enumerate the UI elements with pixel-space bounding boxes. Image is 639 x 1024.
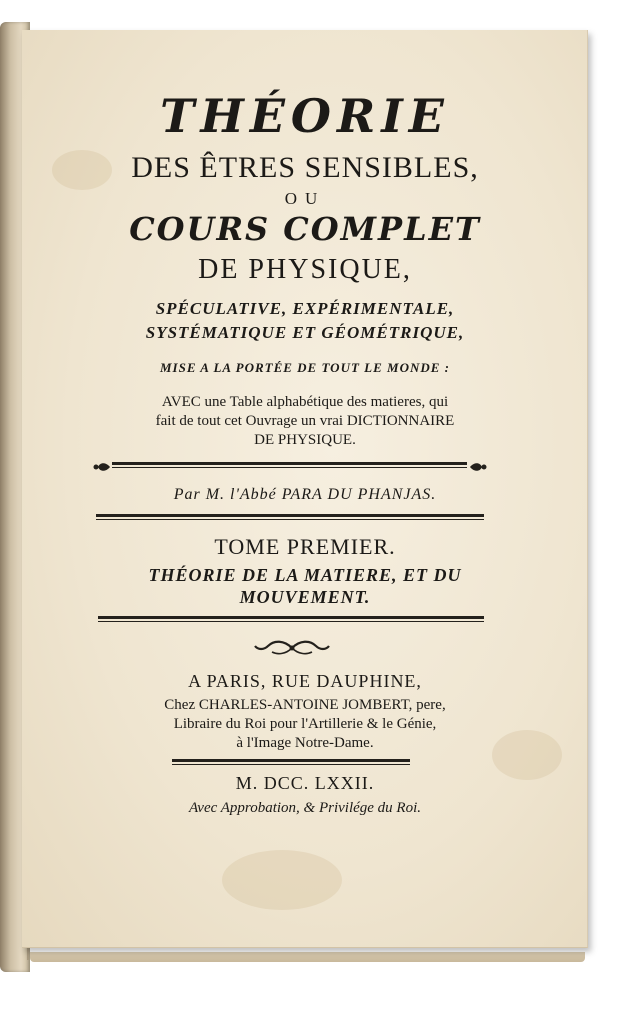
title-theorie: THÉORIE [160, 89, 450, 143]
subtitle-mise-a-la-portee: MISE A LA PORTÉE DE TOUT LE MONDE : [160, 360, 450, 375]
subtitle-etres-sensibles: DES ÊTRES SENSIBLES, [131, 151, 479, 184]
subtitle-de-physique: DE PHYSIQUE, [198, 254, 412, 285]
page-stack-edge [30, 952, 585, 962]
tome-premier: TOME PREMIER. [214, 534, 396, 559]
table-line-2: fait de tout cet Ouvrage un vrai DICTIONNAIRE [155, 413, 455, 429]
table-line-1: AVEC une Table alphabétique des matieres, qui [161, 394, 449, 410]
paper-stain [222, 850, 342, 910]
printers-ornament-icon [252, 638, 332, 658]
imprint-jombert: Chez CHARLES-ANTOINE JOMBERT, pere, [164, 697, 446, 713]
fleuron-left-icon [92, 460, 112, 474]
rule-above-year [172, 759, 410, 765]
subtitle-speculative: SPÉCULATIVE, EXPÉRIMENTALE, [155, 299, 455, 318]
fleuron-right-icon [468, 460, 488, 474]
imprint-paris: A PARIS, RUE DAUPHINE, [188, 671, 422, 691]
subtitle-systematique: SYSTÉMATIQUE ET GÉOMÉTRIQUE, [145, 323, 465, 342]
subtitle-cours-complet: COURS COMPLET [129, 210, 481, 248]
privilege-line: Avec Approbation, & Privilége du Roi. [188, 800, 422, 816]
tome-subtitle-1: THÉORIE DE LA MATIERE, ET DU [148, 565, 462, 585]
imprint-libraire: Libraire du Roi pour l'Artillerie & le Génie, [173, 716, 437, 732]
author-line: Par M. l'Abbé PARA DU PHANJAS. [173, 486, 437, 503]
rule-line [112, 462, 467, 468]
tome-subtitle-2: MOUVEMENT. [239, 587, 371, 607]
imprint-notre-dame: à l'Image Notre-Dame. [236, 735, 374, 751]
table-line-3: DE PHYSIQUE. [254, 432, 356, 448]
rule-below-tome [98, 616, 484, 622]
imprint-year: M. DCC. LXXII. [235, 773, 375, 793]
rule-below-author [96, 514, 484, 520]
subtitle-ou: OU [284, 189, 326, 208]
